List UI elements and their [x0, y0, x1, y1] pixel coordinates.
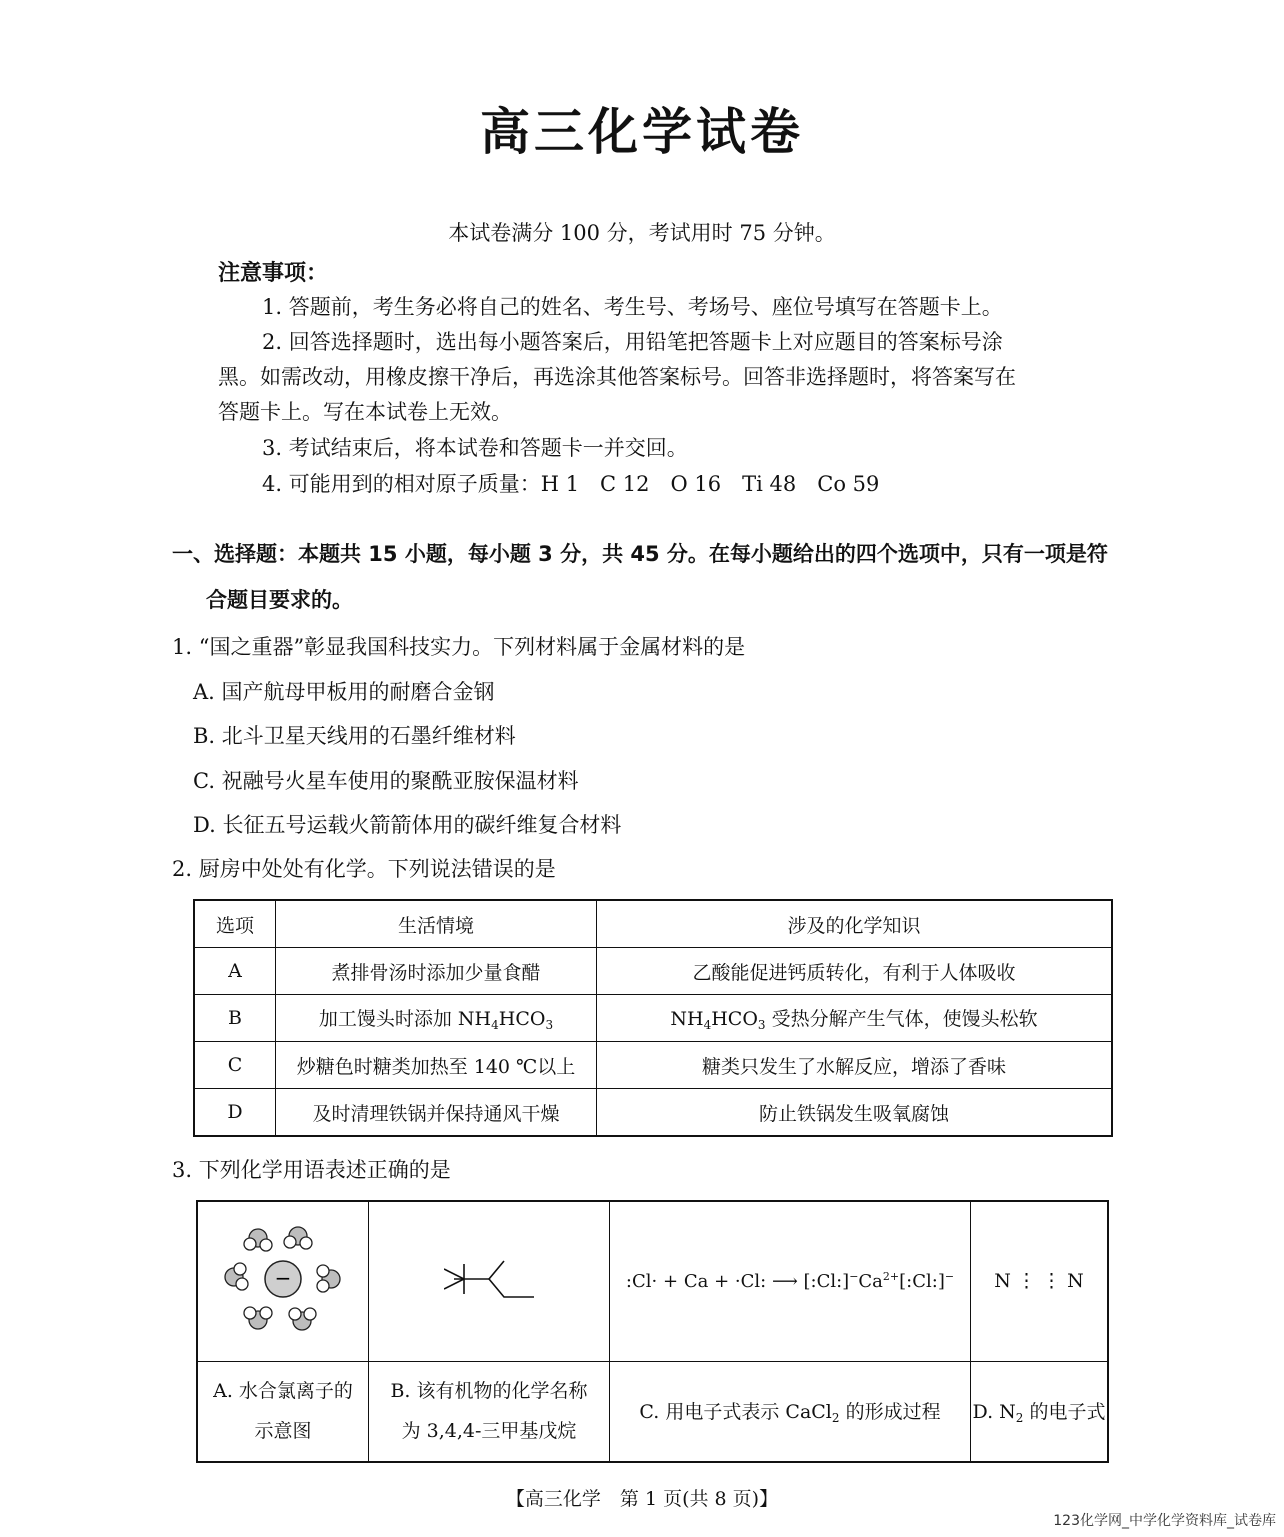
notice-line-1: 1. 答题前，考生务必将自己的姓名、考生号、考场号、座位号填写在答题卡上。: [262, 295, 1003, 319]
nitrogen-symbol: N: [1067, 1270, 1084, 1293]
page-footer: 【高三化学 第 1 页(共 8 页)】: [505, 1488, 779, 1510]
skeletal-formula-figure: [369, 1201, 610, 1361]
label-text: 的电子式: [1023, 1401, 1106, 1424]
page-title: 高三化学试卷: [480, 103, 804, 161]
table-cell: 防止铁锅发生吸氧腐蚀: [597, 1089, 1113, 1137]
q2-table: [193, 899, 1113, 1137]
subscript: 4: [703, 1018, 712, 1032]
subscript: 2: [831, 1411, 840, 1426]
notice-line-3: 3. 考试结束后，将本试卷和答题卡一并交回。: [262, 436, 688, 460]
charge: −: [944, 1270, 955, 1284]
table-cell: D: [194, 1089, 276, 1137]
question-2-stem: 2. 厨房中处处有化学。下列说法错误的是: [172, 857, 556, 881]
cell-text: NH: [670, 1008, 704, 1030]
calcium-symbol: Ca: [683, 1271, 709, 1293]
option-d-label: [971, 1361, 1109, 1462]
option-a-label: [197, 1361, 369, 1462]
question-3-stem: 3. 下列化学用语表述正确的是: [172, 1158, 451, 1182]
subscript: 3: [757, 1018, 766, 1032]
label-text: B. 该有机物的化学名称: [390, 1380, 588, 1403]
table-header: 生活情境: [276, 900, 597, 948]
table-header-row: [194, 900, 1112, 948]
notice-line-2c: 答题卡上。写在本试卷上无效。: [218, 400, 512, 424]
q1-option-c: C. 祝融号火星车使用的聚酰亚胺保温材料: [193, 769, 579, 793]
table-cell: C: [194, 1042, 276, 1089]
label-text: A. 水合氯离子的: [213, 1380, 353, 1403]
table-cell: 糖类只发生了水解反应，增添了香味: [597, 1042, 1113, 1089]
charge: −: [849, 1270, 859, 1284]
table-cell: 炒糖色时糖类加热至 140 ℃以上: [276, 1042, 597, 1089]
q1-option-a: A. 国产航母甲板用的耐磨合金钢: [193, 680, 495, 704]
label-text: D. N: [972, 1401, 1016, 1424]
table-header: 选项: [194, 900, 276, 948]
subscript: 2: [1015, 1411, 1024, 1426]
cell-text: 加工馒头时添加 NH: [318, 1008, 492, 1030]
section-heading-cont: 合题目要求的。: [206, 588, 353, 612]
table-header: 涉及的化学知识: [597, 900, 1113, 948]
question-1-stem: 1. “国之重器”彰显我国科技实力。下列材料属于金属材料的是: [172, 635, 746, 659]
cell-text: HCO: [498, 1008, 546, 1030]
watermark: 123化学网_中学化学资料库_试卷库: [1053, 1513, 1276, 1529]
table-cell: [597, 995, 1113, 1042]
table-cell: [276, 995, 597, 1042]
table-cell: 乙酸能促进钙质转化，有利于人体吸收: [597, 948, 1113, 995]
exam-meta: 本试卷满分 100 分，考试用时 75 分钟。: [448, 221, 836, 245]
q1-option-d: D. 长征五号运载火箭箭体用的碳纤维复合材料: [193, 813, 622, 837]
table-row: [194, 1042, 1112, 1089]
plus-sign: +: [714, 1271, 730, 1293]
table-cell: 及时清理铁锅并保持通风干燥: [276, 1089, 597, 1137]
notice-line-4: 4. 可能用到的相对原子质量：H 1 C 12 O 16 Ti 48 Co 59: [262, 472, 880, 496]
electron-formula-equation: :Cl· + Ca + ·Cl: ⟶ $[:Cl:]^-Ca^{2+}[:Cl:]^-$: [625, 1270, 955, 1293]
option-c-label: [610, 1361, 971, 1462]
plus-sign: +: [662, 1271, 679, 1293]
chlorine-symbol: Cl: [632, 1271, 652, 1293]
label-text: 的形成过程: [839, 1401, 941, 1424]
chlorine-symbol: Cl: [816, 1271, 837, 1293]
q3-table: [196, 1200, 1109, 1463]
charge: 2+: [882, 1270, 900, 1284]
figure-row: [197, 1201, 1108, 1361]
q1-option-b: B. 北斗卫星天线用的石墨纤维材料: [193, 724, 516, 748]
table-cell: 煮排骨汤时添加少量食醋: [276, 948, 597, 995]
section-heading: 一、选择题：本题共 15 小题，每小题 3 分，共 45 分。在每小题给出的四个选项中，只有一项是符: [172, 542, 1108, 566]
option-b-label: [369, 1361, 610, 1462]
ion-charge-sign: −: [274, 1265, 292, 1290]
cacl2-formation-figure: [610, 1201, 971, 1361]
notice-line-2b: 黑。如需改动，用橡皮擦干净后，再选涂其他答案标号。回答非选择题时，将答案写在: [218, 365, 1016, 389]
n2-electron-formula: [971, 1201, 1109, 1361]
table-row: [194, 1089, 1112, 1137]
electron-dots: ⋮ ⋮: [1016, 1270, 1062, 1293]
label-text: 为 3,4,4-三甲基戊烷: [401, 1420, 577, 1443]
label-text: 示意图: [254, 1420, 312, 1443]
hydrated-chloride-figure: [197, 1201, 369, 1361]
label-text: C. 用电子式表示 CaCl: [639, 1401, 832, 1424]
arrow-icon: ⟶: [771, 1271, 798, 1293]
table-row: [194, 948, 1112, 995]
calcium-ion-symbol: Ca: [858, 1271, 883, 1293]
label-row: [197, 1361, 1108, 1462]
notice-heading: 注意事项：: [218, 261, 329, 286]
subscript: 4: [491, 1018, 499, 1032]
hydrated-chloride-diagram: [218, 1224, 348, 1334]
chlorine-symbol: Cl: [740, 1271, 761, 1293]
notice-line-2a: 2. 回答选择题时，选出每小题答案后，用铅笔把答题卡上对应题目的答案标号涂: [262, 330, 1003, 354]
skeletal-formula: [444, 1259, 534, 1299]
table-cell: A: [194, 948, 276, 995]
chlorine-symbol: Cl: [912, 1271, 932, 1293]
subscript: 3: [545, 1018, 554, 1032]
cell-text: 受热分解产生气体，使馒头松软: [765, 1008, 1038, 1030]
table-cell: B: [194, 995, 276, 1042]
cell-text: HCO: [711, 1008, 758, 1030]
table-row: [194, 995, 1112, 1042]
nitrogen-symbol: N: [994, 1270, 1011, 1293]
